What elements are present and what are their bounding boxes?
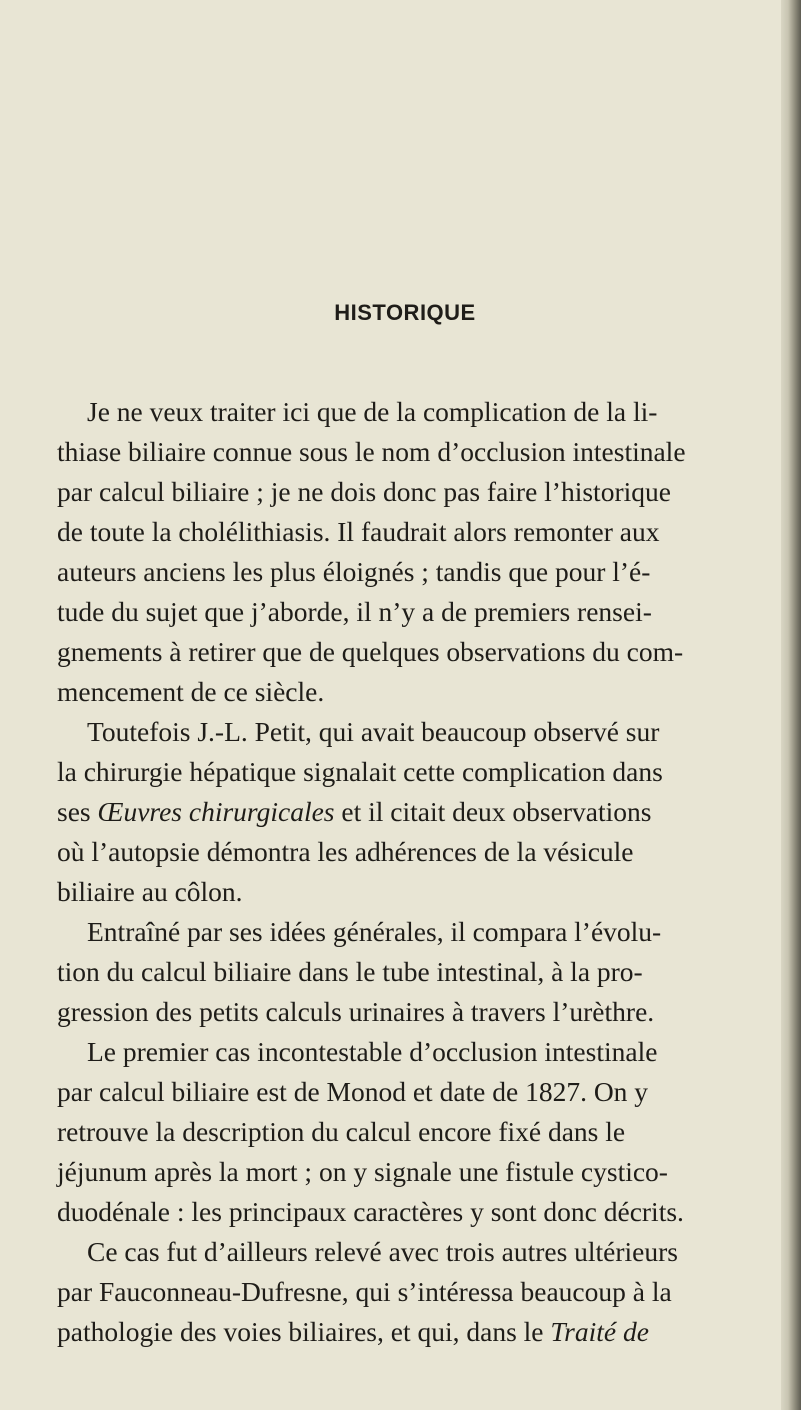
text-line: gression des petits calculs urinaires à travers l’urèthre.: [57, 996, 655, 1027]
text-line: tion du calcul biliaire dans le tube intestinal, à la pro-: [57, 956, 643, 987]
page-content: [55, 300, 755, 1352]
italic-title: Œuvres chirurgicales: [97, 796, 335, 827]
text-line: gnements à retirer que de quelques observations du com-: [57, 636, 684, 667]
text-segment: ses: [57, 796, 98, 827]
text-line: la chirurgie hépatique signalait cette complication dans: [57, 756, 663, 787]
text-line: jéjunum après la mort ; on y signale une fistule cystico-: [57, 1156, 668, 1187]
text-segment: pathologie des voies biliaires, et qui, dans le: [57, 1316, 551, 1347]
text-line: Le premier cas incontestable d’occlusion intestinale: [87, 1036, 658, 1067]
text-line: par Fauconneau-Dufresne, qui s’intéressa beaucoup à la: [57, 1276, 672, 1307]
page-edge-shadow: [781, 0, 801, 1410]
text-line: par calcul biliaire ; je ne dois donc pas faire l’historique: [57, 476, 671, 507]
text-line: auteurs anciens les plus éloignés ; tandis que pour l’é-: [57, 556, 651, 587]
text-line: biliaire au côlon.: [57, 876, 243, 907]
text-line: retrouve la description du calcul encore fixé dans le: [57, 1116, 626, 1147]
section-heading: HISTORIQUE: [334, 300, 476, 325]
body-text: [55, 392, 755, 1352]
text-line: [55, 792, 755, 832]
text-line: où l’autopsie démontra les adhérences de la vésicule: [57, 836, 634, 867]
text-line: de toute la cholélithiasis. Il faudrait alors remonter aux: [57, 516, 660, 547]
text-line: thiase biliaire connue sous le nom d’occlusion intestinale: [57, 436, 686, 467]
text-line: [55, 1312, 755, 1352]
text-line: par calcul biliaire est de Monod et date de 1827. On y: [57, 1076, 649, 1107]
text-line: Toutefois J.-L. Petit, qui avait beaucoup observé sur: [87, 716, 660, 747]
italic-title: Traité de: [550, 1316, 649, 1347]
text-segment: et il citait deux observations: [334, 796, 652, 827]
text-line: mencement de ce siècle.: [57, 676, 325, 707]
text-line: duodénale : les principaux caractères y sont donc décrits.: [57, 1196, 684, 1227]
text-line: tude du sujet que j’aborde, il n’y a de premiers rensei-: [57, 596, 652, 627]
text-line: Je ne veux traiter ici que de la complication de la li-: [87, 396, 658, 427]
text-line: Entraîné par ses idées générales, il compara l’évolu-: [87, 916, 662, 947]
text-line: Ce cas fut d’ailleurs relevé avec trois autres ultérieurs: [87, 1236, 678, 1267]
